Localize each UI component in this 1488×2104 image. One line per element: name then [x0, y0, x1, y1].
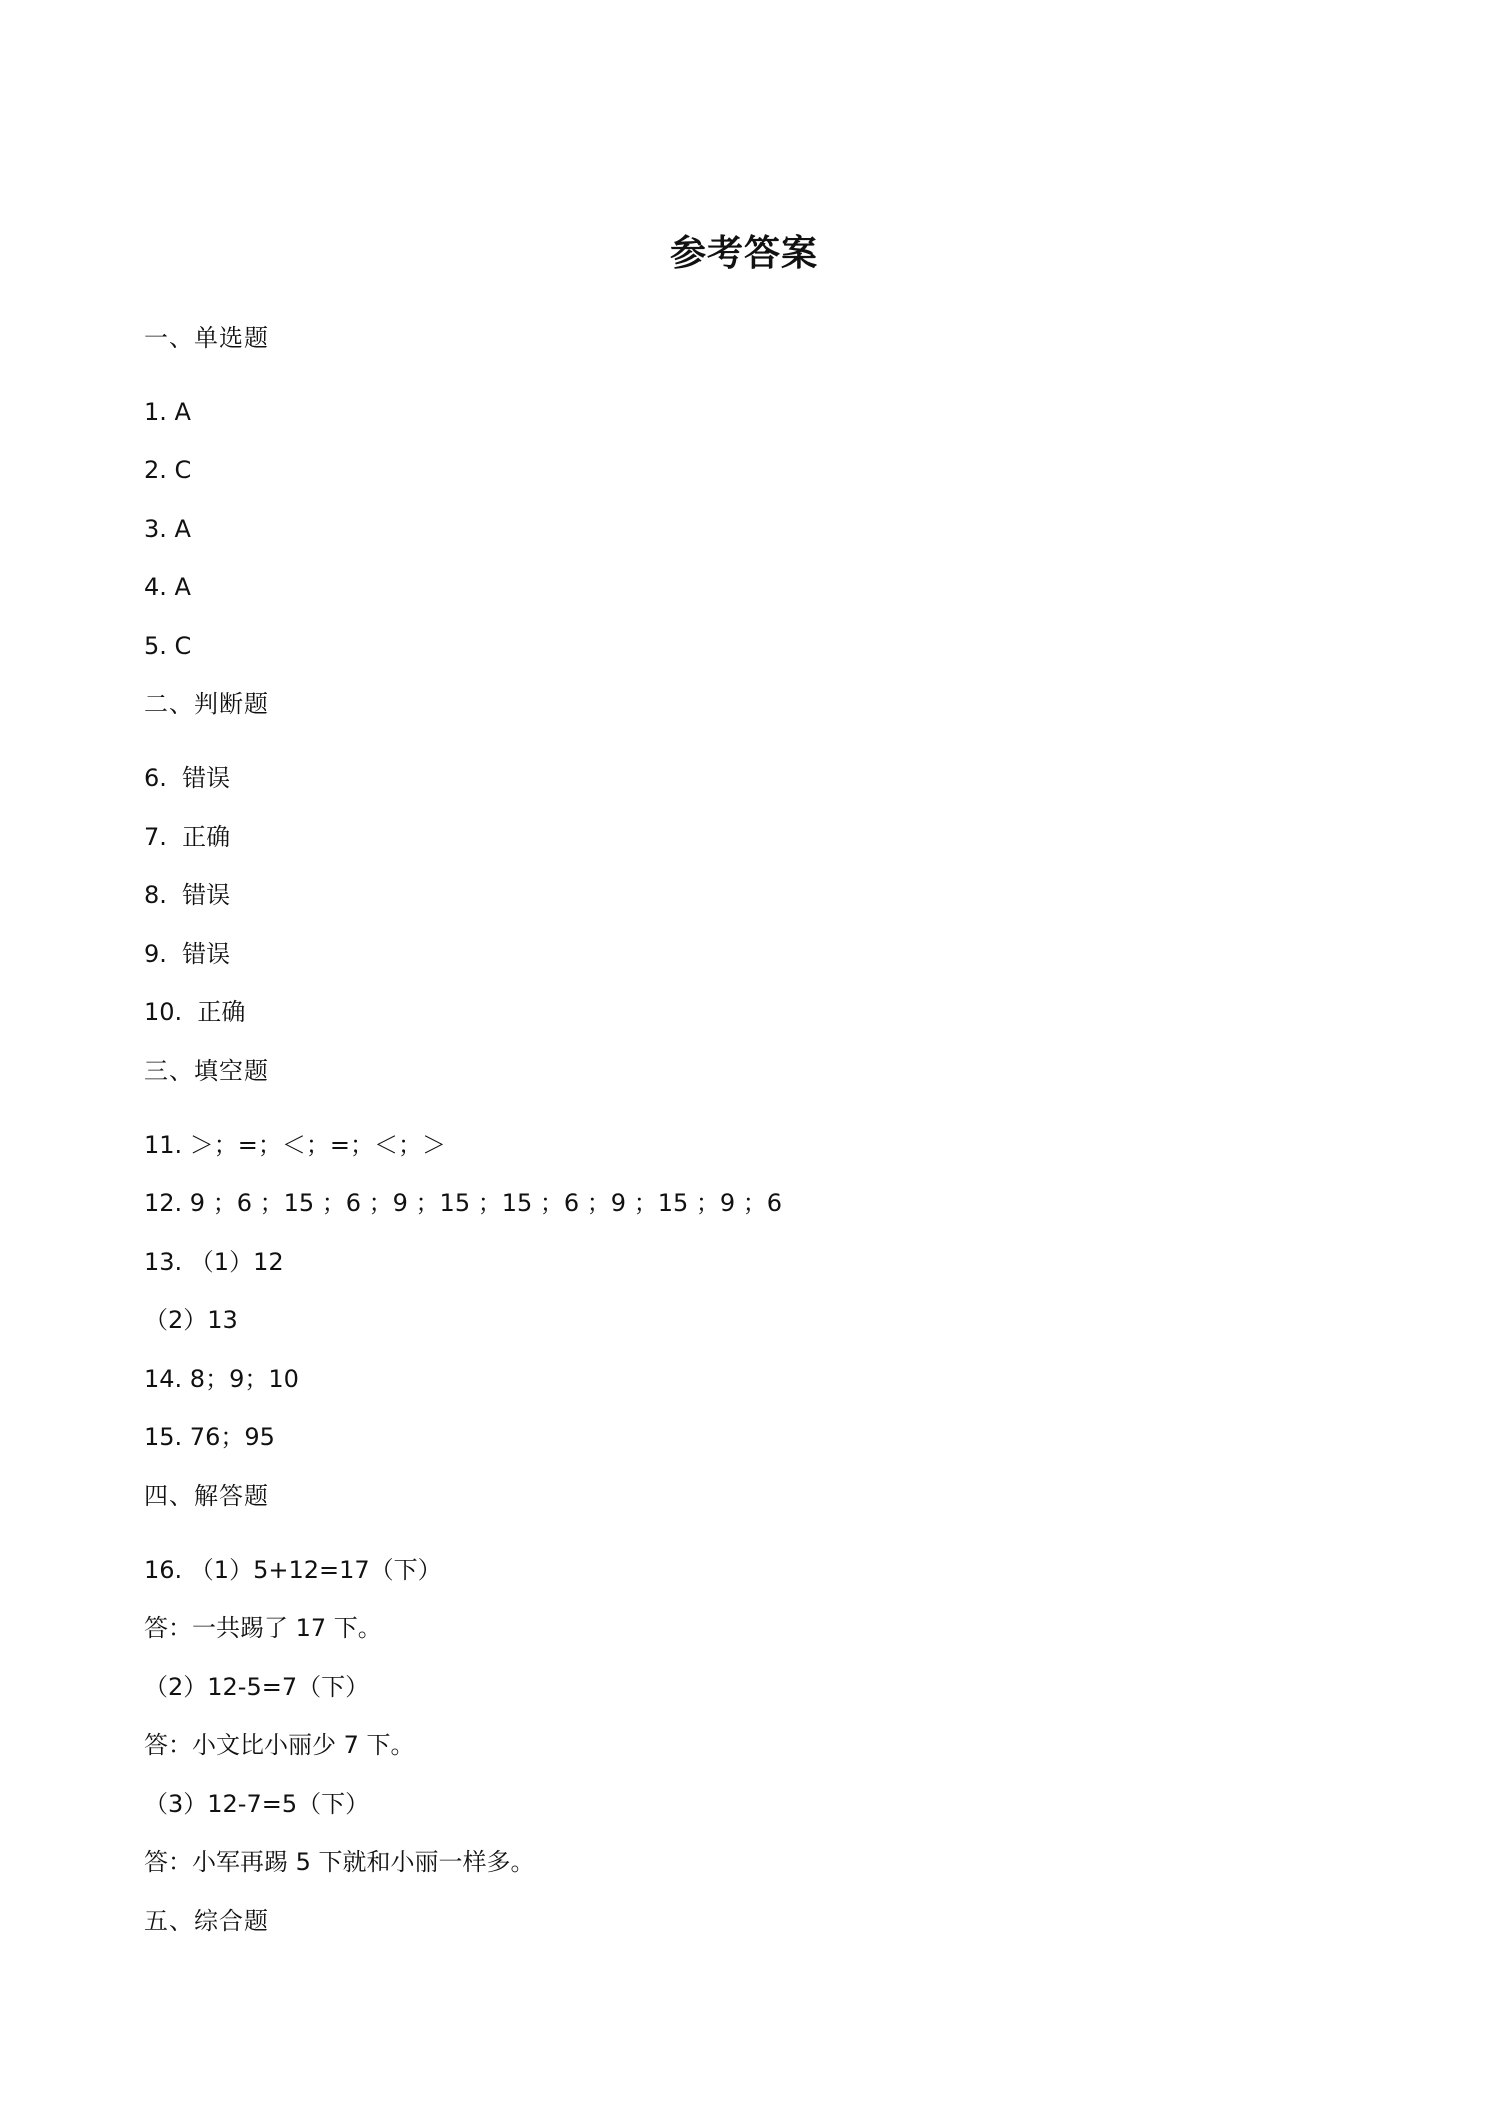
section-heading-single-choice: 一、单选题 [144, 324, 269, 352]
answer-item: 5. C [144, 632, 192, 660]
section-heading-comprehensive: 五、综合题 [144, 1907, 269, 1935]
answer-item: 10. 正确 [144, 998, 246, 1026]
answer-item: 8. 错误 [144, 881, 231, 909]
answer-item: 9. 错误 [144, 940, 231, 968]
answer-item: （2）12-5=7（下） [144, 1673, 370, 1701]
answer-item: 6. 错误 [144, 764, 231, 792]
answer-item: 14. 8；9；10 [144, 1365, 299, 1393]
answer-item: 答：小军再踢 5 下就和小丽一样多。 [144, 1848, 535, 1876]
answer-item: 15. 76；95 [144, 1423, 275, 1451]
answer-item: 11. ＞；=；＜；=；＜；＞ [144, 1131, 447, 1159]
answer-item: 12. 9 ；6 ；15 ；6 ；9 ；15 ；15 ；6 ；9 ；15 ；9 ；6 [144, 1189, 783, 1217]
answer-item: 7. 正确 [144, 823, 231, 851]
answer-item: 3. A [144, 515, 191, 543]
answer-item: （3）12-7=5（下） [144, 1790, 370, 1818]
answer-item: 1. A [144, 398, 191, 426]
section-heading-solve: 四、解答题 [144, 1482, 269, 1510]
answer-item: 13. （1）12 [144, 1248, 284, 1276]
answer-item: 2. C [144, 456, 192, 484]
section-heading-fill-blank: 三、填空题 [144, 1057, 269, 1085]
answer-item: （2）13 [144, 1306, 238, 1334]
section-heading-true-false: 二、判断题 [144, 690, 269, 718]
answer-item: 答：小文比小丽少 7 下。 [144, 1731, 415, 1759]
answer-item: 16. （1）5+12=17（下） [144, 1556, 442, 1584]
answer-item: 答：一共踢了 17 下。 [144, 1614, 382, 1642]
page-title: 参考答案 [669, 233, 818, 274]
answer-item: 4. A [144, 573, 191, 601]
